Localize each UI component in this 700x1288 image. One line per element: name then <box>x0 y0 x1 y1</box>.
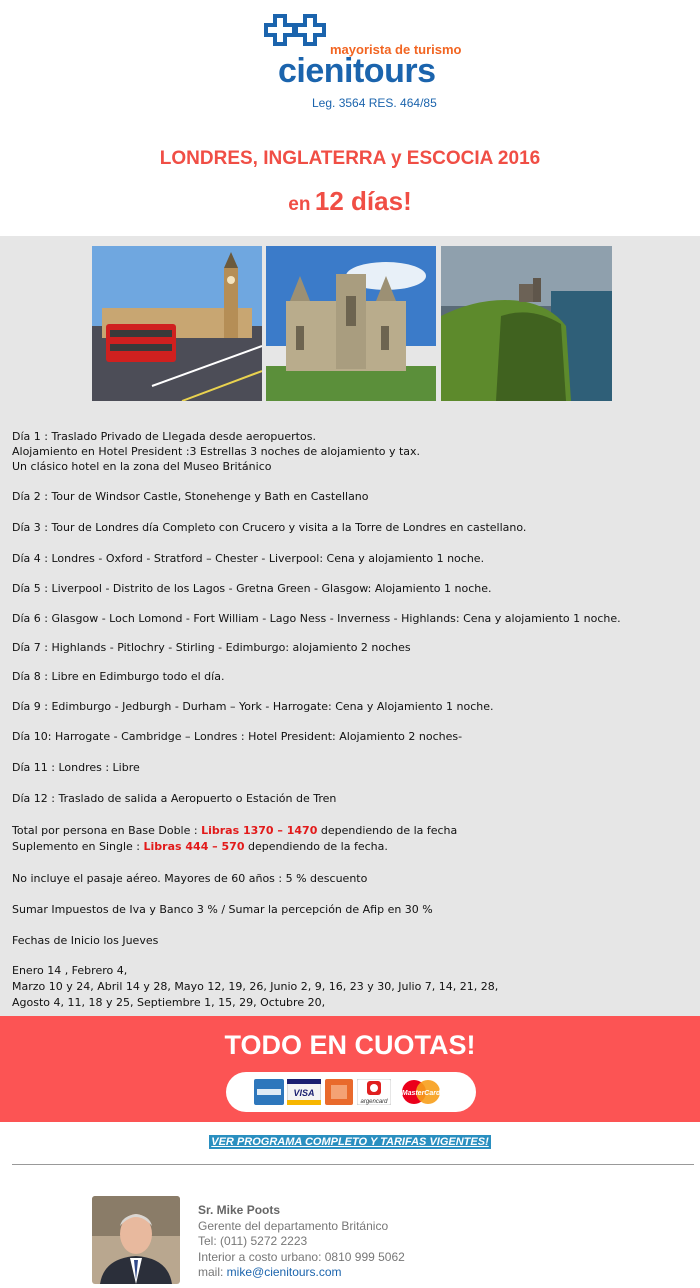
price-double-value: Libras 1370 – 1470 <box>201 824 318 837</box>
argencard-icon <box>357 1079 391 1105</box>
contact-mail-link[interactable]: mike@cienitours.com <box>226 1265 342 1279</box>
cienitours-logo[interactable] <box>264 14 462 114</box>
price-double-note: dependiendo de la fecha <box>317 824 458 837</box>
dates-line-1: Enero 14 , Febrero 4, <box>12 964 128 977</box>
page-title: LONDRES, INGLATERRA y ESCOCIA 2016 <box>159 148 541 169</box>
day-8: Día 8 : Libre en Edimburgo todo el día. <box>12 670 225 683</box>
start-days-label: Fechas de Inicio los Jueves <box>12 934 159 947</box>
contact-phone[interactable]: Tel: (011) 5272 2223 <box>198 1234 308 1248</box>
photo-scotland <box>441 246 612 401</box>
avatar <box>92 1196 180 1284</box>
day-9: Día 9 : Edimburgo - Jedburgh - Durham – York - Harrogate: Cena y Alojamiento 1 noche. <box>12 700 494 713</box>
program-link-row <box>0 1130 700 1149</box>
price-double <box>12 824 457 837</box>
contact-card <box>198 1203 405 1281</box>
photo-london <box>92 246 262 401</box>
visa-icon <box>287 1079 321 1105</box>
dates-line-2: Marzo 10 y 24, Abril 14 y 28, Mayo 12, 19, 26, Junio 2, 9, 16, 23 y 30, Julio 7, 14, 21, 28, <box>12 980 499 993</box>
day-7: Día 7 : Highlands - Pitlochry - Stirling - Edimburgo: alojamiento 2 noches <box>12 641 411 654</box>
argencard-label: argencard <box>360 1099 388 1105</box>
day-5: Día 5 : Liverpool - Distrito de los Lagos - Gretna Green - Glasgow: Alojamiento 1 noche. <box>12 582 492 595</box>
mastercard-label: MasterCard <box>401 1090 441 1097</box>
itinerary-section <box>0 236 700 1016</box>
photo-strip <box>92 246 612 401</box>
page-subtitle <box>0 186 700 217</box>
installments-banner <box>0 1016 700 1122</box>
note-taxes: Sumar Impuestos de Iva y Banco 3 % / Sumar la percepción de Afip en 30 % <box>12 903 433 916</box>
logo-tagline: mayorista de turismo <box>330 42 462 57</box>
program-link[interactable]: VER PROGRAMA COMPLETO Y TARIFAS VIGENTES! <box>211 1136 489 1148</box>
visa-label: VISA <box>293 1088 315 1098</box>
contact-mail-row <box>198 1265 405 1281</box>
dates-line-3: Agosto 4, 11, 18 y 25, Septiembre 1, 15, 29, Octubre 20, <box>12 996 326 1009</box>
card-orange-icon <box>325 1079 353 1105</box>
logo-brand: cienitours <box>278 52 436 90</box>
day-6: Día 6 : Glasgow - Loch Lomond - Fort William - Lago Ness - Inverness - Highlands: Cena y alojamiento 1 noche. <box>12 612 621 625</box>
photo-cathedral <box>266 246 436 401</box>
american-express-icon <box>254 1079 284 1105</box>
day-12: Día 12 : Traslado de salida a Aeropuerto o Estación de Tren <box>12 792 337 805</box>
contact-interior: Interior a costo urbano: 0810 999 5062 <box>198 1249 405 1264</box>
day-1-hotel: Alojamiento en Hotel President :3 Estrellas 3 noches de alojamiento y tax. <box>12 445 421 458</box>
contact-name: Sr. Mike Poots <box>198 1203 281 1217</box>
divider <box>12 1164 694 1165</box>
legal-registration: Leg. 3564 RES. 464/85 <box>312 96 437 110</box>
payment-cards <box>226 1072 476 1112</box>
day-10: Día 10: Harrogate - Cambridge – Londres : Hotel President: Alojamiento 2 noches- <box>12 730 463 743</box>
day-3: Día 3 : Tour de Londres día Completo con Crucero y visita a la Torre de Londres en castellano. <box>12 521 527 534</box>
day-2: Día 2 : Tour de Windsor Castle, Stonehenge y Bath en Castellano <box>12 490 369 503</box>
day-1-transfer: Día 1 : Traslado Privado de Llegada desde aeropuertos. <box>12 430 316 443</box>
price-single-value: Libras 444 – 570 <box>143 840 245 853</box>
logo-crosses-icon <box>264 14 328 54</box>
price-single-note: dependiendo de la fecha. <box>244 840 388 853</box>
installments-title: TODO EN CUOTAS! <box>224 1030 476 1060</box>
day-11: Día 11 : Londres : Libre <box>12 761 140 774</box>
header <box>0 0 700 236</box>
price-single <box>12 840 388 853</box>
note-airfare: No incluye el pasaje aéreo. Mayores de 60 años : 5 % descuento <box>12 872 368 885</box>
price-double-label: Total por persona en Base Doble : <box>12 824 202 837</box>
mastercard-icon <box>396 1079 446 1105</box>
day-4: Día 4 : Londres - Oxford - Stratford – Chester - Liverpool: Cena y alojamiento 1 noche. <box>12 552 485 565</box>
subtitle-duration: 12 días! <box>314 186 412 216</box>
contact-role: Gerente del departamento Británico <box>198 1218 389 1233</box>
price-single-label: Suplemento en Single : <box>12 840 144 853</box>
subtitle-prefix: en <box>288 194 311 215</box>
contact-mail-label: mail: <box>198 1265 227 1279</box>
day-1-location: Un clásico hotel en la zona del Museo Británico <box>12 460 272 473</box>
